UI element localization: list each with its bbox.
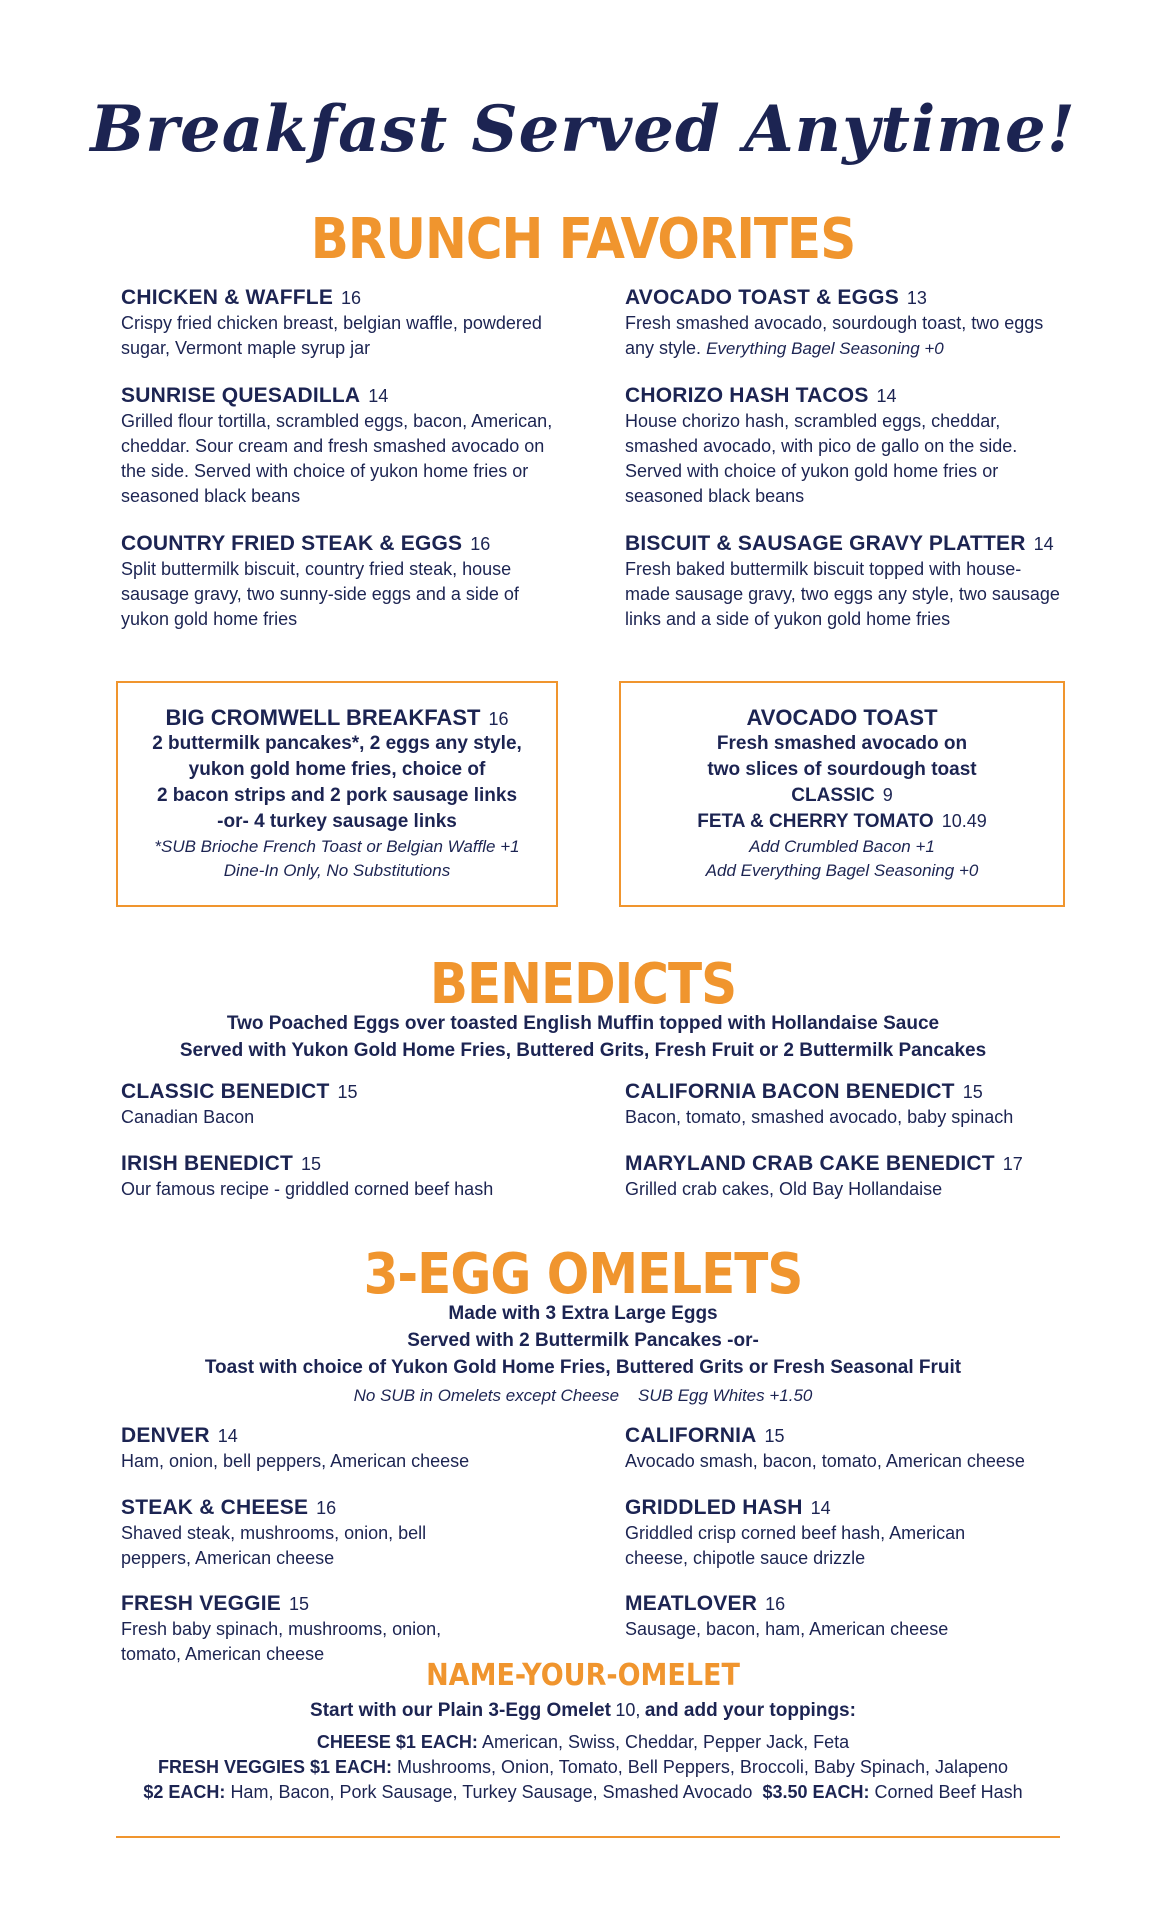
item-name: MEATLOVER (625, 1592, 758, 1615)
brunch-favorites-heading: BRUNCH FAVORITES (310, 206, 856, 272)
cheese-toppings (0, 1732, 1166, 1753)
item-price: 14 (1033, 534, 1054, 554)
benedicts-heading: BENEDICTS (429, 951, 737, 1017)
item-description: Sausage, bacon, ham, American cheese (625, 1619, 949, 1639)
item-description: Canadian Bacon (121, 1107, 255, 1127)
item-description: Crispy fried chicken breast, belgian waffle, powdered sugar, Vermont maple syrup jar (121, 313, 542, 358)
item-description: Fresh smashed avocado, sourdough toast, two eggs any style. Everything Bagel Seasoning +0 (625, 313, 1044, 358)
item-price: 15 (764, 1426, 785, 1446)
item-price: 14 (368, 386, 389, 406)
topping-list: American, Swiss, Cheddar, Pepper Jack, Feta (481, 1732, 850, 1752)
item-name: IRISH BENEDICT (121, 1152, 293, 1175)
item-price: 14 (876, 386, 897, 406)
box-note: Dine-In Only, No Substitutions (223, 861, 451, 880)
item-name: AVOCADO TOAST & EGGS (625, 286, 899, 309)
topping-label: CHEESE $1 EACH: (316, 1732, 478, 1752)
item-price: 15 (300, 1154, 322, 1174)
item-price: 16 (316, 1498, 337, 1518)
menu-item-irish-benedict (121, 1152, 571, 1202)
item-price: 16 (341, 288, 362, 308)
item-description: Avocado smash, bacon, tomato, American cheese (625, 1451, 1025, 1471)
omelets-subtitle: Made with 3 Extra Large Eggs (448, 1303, 718, 1324)
item-name: COUNTRY FRIED STEAK & EGGS (121, 532, 463, 555)
item-price: 14 (217, 1426, 238, 1446)
box-line: two slices of sourdough toast (707, 759, 977, 780)
box-note: Add Crumbled Bacon +1 (749, 837, 935, 856)
menu-item-classic-benedict (121, 1080, 571, 1130)
menu-item-biscuit-gravy-platter (625, 532, 1065, 632)
item-description: House chorizo hash, scrambled eggs, cheddar, smashed avocado, with pico de gallo on the side. Served with choice of yukon gold home fries or seasoned black beans (625, 411, 1018, 506)
item-name: DENVER (121, 1424, 210, 1447)
item-description: Griddled crisp corned beef hash, American cheese, chipotle sauce drizzle (625, 1523, 966, 1568)
menu-item-fresh-veggie (121, 1592, 481, 1667)
item-price: 16 (470, 534, 491, 554)
item-name: AVOCADO TOAST (746, 705, 938, 730)
omelets-note: No SUB in Omelets except Cheese SUB Egg Whites +1.50 (353, 1386, 813, 1405)
item-description: Shaved steak, mushrooms, onion, bell peppers, American cheese (121, 1523, 427, 1568)
item-name: BIG CROMWELL BREAKFAST (165, 705, 481, 730)
menu-item-sunrise-quesadilla (121, 384, 571, 509)
item-description: Bacon, tomato, smashed avocado, baby spinach (625, 1107, 1014, 1127)
item-name: CLASSIC BENEDICT (121, 1080, 330, 1103)
box-line: -or- 4 turkey sausage links (217, 811, 457, 832)
menu-item-steak-cheese (121, 1496, 481, 1571)
item-name: SUNRISE QUESADILLA (121, 384, 361, 407)
menu-item-california-omelet (625, 1424, 1075, 1474)
menu-item-avocado-toast-eggs (625, 286, 1075, 361)
item-price: 15 (288, 1594, 309, 1614)
item-name: MARYLAND CRAB CAKE BENEDICT (625, 1152, 995, 1175)
item-price: 13 (906, 288, 927, 308)
menu-item-meatlover (625, 1592, 1075, 1642)
box-line: Fresh smashed avocado on (716, 733, 968, 754)
item-price: 10, (615, 1700, 641, 1720)
omelets-subtitle: Toast with choice of Yukon Gold Home Fries, Buttered Grits or Fresh Seasonal Fruit (204, 1357, 962, 1378)
benedicts-subtitle: Two Poached Eggs over toasted English Muffin topped with Hollandaise Sauce (226, 1013, 940, 1034)
item-price: 16 (765, 1594, 786, 1614)
page-title: Breakfast Served Anytime! (90, 92, 1076, 167)
premium-toppings (0, 1782, 1166, 1803)
menu-item-california-bacon-benedict (625, 1080, 1075, 1130)
item-name: FRESH VEGGIE (121, 1592, 281, 1615)
menu-item-denver (121, 1424, 571, 1474)
box-line: 2 bacon strips and 2 pork sausage links (156, 785, 518, 806)
item-name: STEAK & CHEESE (121, 1496, 309, 1519)
box-line: yukon gold home fries, choice of (188, 759, 486, 780)
name-your-omelet-intro: Start with our Plain 3-Egg Omelet 10, and add your toppings: (310, 1700, 856, 1721)
menu-item-griddled-hash (625, 1496, 1015, 1571)
item-description: Grilled crab cakes, Old Bay Hollandaise (625, 1179, 943, 1199)
item-name: GRIDDLED HASH (625, 1496, 803, 1519)
avocado-toast-box (619, 681, 1065, 907)
omelets-subtitle: Served with 2 Buttermilk Pancakes -or- (407, 1330, 759, 1351)
item-name: CHORIZO HASH TACOS (625, 384, 869, 407)
item-name: CHICKEN & WAFFLE (121, 286, 334, 309)
classic-option: CLASSIC (791, 785, 875, 806)
footer-divider (116, 1836, 1060, 1838)
topping-label: $3.50 EACH: (762, 1782, 870, 1802)
box-note: Add Everything Bagel Seasoning +0 (705, 861, 979, 880)
item-name: CALIFORNIA (625, 1424, 757, 1447)
item-name: CALIFORNIA BACON BENEDICT (625, 1080, 955, 1103)
omelets-heading: 3-EGG OMELETS (363, 1241, 803, 1307)
item-price: 17 (1002, 1154, 1023, 1174)
item-description: Fresh baked buttermilk biscuit topped with house-made sausage gravy, two eggs any style, two sausage links and a side of yukon gold home fries (625, 559, 1060, 629)
benedicts-subtitle: Served with Yukon Gold Home Fries, Buttered Grits, Fresh Fruit or 2 Buttermilk Pancakes (179, 1040, 987, 1061)
item-name: BISCUIT & SAUSAGE GRAVY PLATTER (625, 532, 1026, 555)
topping-list: Mushrooms, Onion, Tomato, Bell Peppers, Broccoli, Baby Spinach, Jalapeno (397, 1757, 1009, 1777)
menu-item-chicken-waffle (121, 286, 571, 361)
item-price: 16 (488, 709, 509, 729)
item-description: Ham, onion, bell peppers, American cheese (121, 1451, 470, 1471)
topping-label: FRESH VEGGIES $1 EACH: (157, 1757, 393, 1777)
menu-item-country-fried-steak (121, 532, 571, 632)
topping-label: $2 EACH: (143, 1782, 226, 1802)
box-line: 2 buttermilk pancakes*, 2 eggs any style, (152, 733, 522, 754)
item-description: Our famous recipe - griddled corned beef hash (121, 1179, 494, 1199)
menu-item-maryland-crab-cake-benedict (625, 1152, 1075, 1202)
item-price: 10.49 (941, 811, 987, 831)
item-price: 14 (810, 1498, 831, 1518)
big-cromwell-box (116, 681, 558, 907)
name-your-omelet-heading: NAME-YOUR-OMELET (426, 1658, 740, 1693)
item-note: Everything Bagel Seasoning +0 (706, 339, 944, 358)
veggie-toppings (0, 1757, 1166, 1778)
feta-option: FETA & CHERRY TOMATO (697, 811, 934, 832)
item-description: Fresh baby spinach, mushrooms, onion, tomato, American cheese (121, 1619, 442, 1664)
item-description: Grilled flour tortilla, scrambled eggs, bacon, American, cheddar. Sour cream and fresh smashed avocado on the side. Served with choice of yukon home fries or seasoned black beans (121, 411, 553, 506)
item-price: 9 (882, 785, 893, 805)
topping-list: Ham, Bacon, Pork Sausage, Turkey Sausage, Smashed Avocado (230, 1782, 753, 1802)
item-price: 15 (962, 1082, 983, 1102)
item-price: 15 (337, 1082, 358, 1102)
menu-item-chorizo-hash-tacos (625, 384, 1075, 509)
box-note: *SUB Brioche French Toast or Belgian Waffle +1 (154, 837, 520, 856)
topping-list: Corned Beef Hash (874, 1782, 1023, 1802)
item-description: Split buttermilk biscuit, country fried steak, house sausage gravy, two sunny-side eggs and a side of yukon gold home fries (121, 559, 519, 629)
